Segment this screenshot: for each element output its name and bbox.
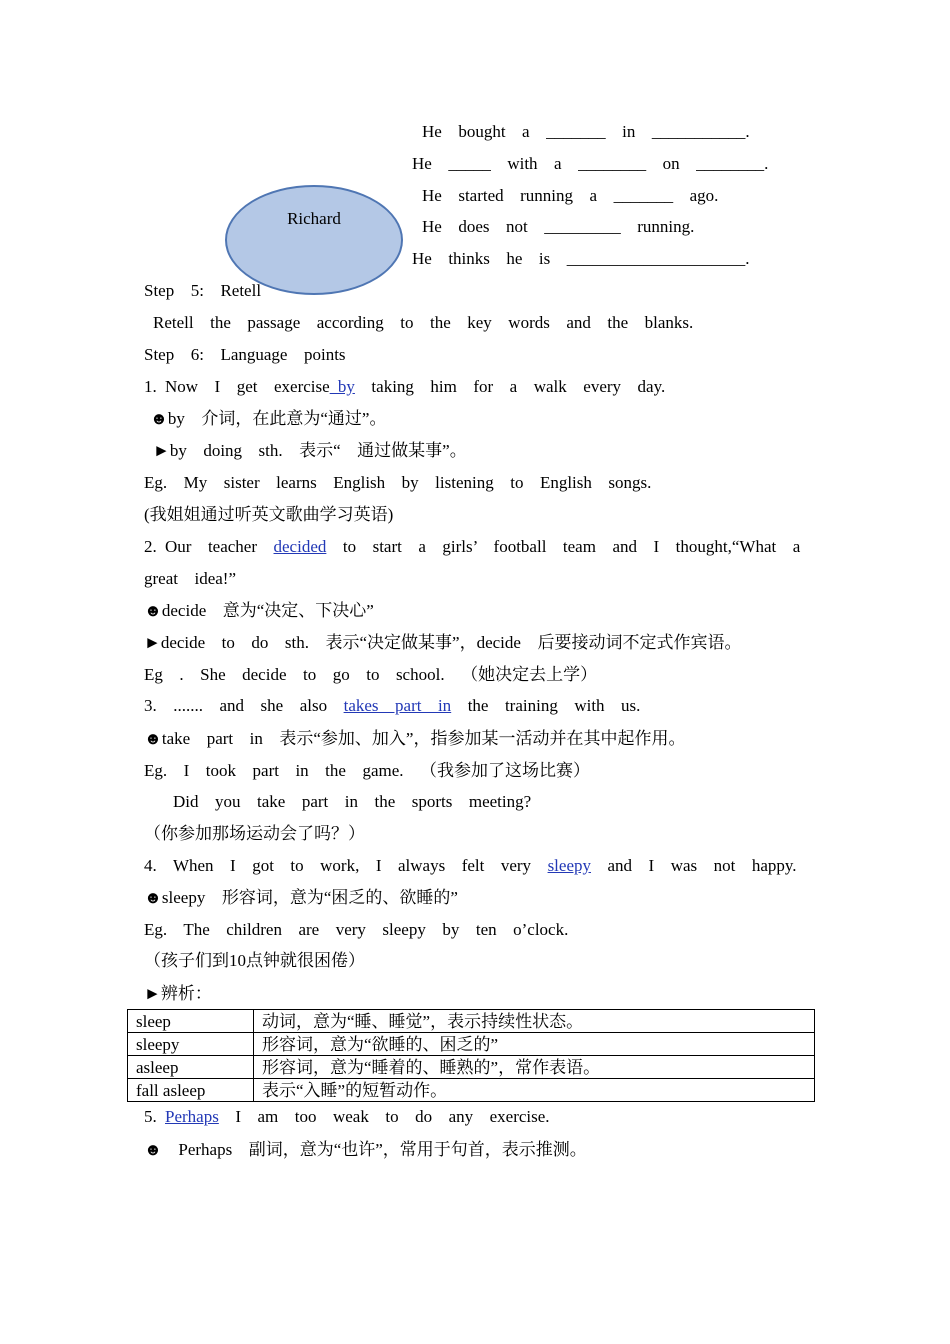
step6-heading: Step 6: Language points [144,345,346,364]
point2-note2: ►decide to do sth. 表示“决定做某事”，decide 后要接动词不定式作宾语。 [144,633,742,652]
point3-example2-cn: （你参加那场运动会了吗？） [144,824,365,843]
table-cell-word: sleepy [128,1033,254,1056]
point3-pre: 3. ....... and she also [144,696,344,715]
point1-keyword-link[interactable]: by [329,377,355,396]
compare-table [127,1009,815,1102]
point3-example1: Eg. I took part in the game. （我参加了这场比赛） [144,761,591,780]
point5-sentence [144,1106,550,1128]
point1-post: taking him for a walk every day. [354,377,666,396]
point2-note1: ☻decide 意为“决定、下决心” [144,601,374,620]
table-cell-meaning: 表示“入睡”的短暂动作。 [254,1079,815,1102]
diagram-sentence-4: He does not _________ running. [422,217,695,236]
point4-post: and I was not happy. [591,856,797,875]
compare-label: ►辨析： [144,984,212,1003]
point5-keyword-link[interactable]: Perhaps [165,1107,219,1126]
point1-pre: 1. Now I get exercise [144,377,330,396]
point5-pre: 5. [144,1107,165,1126]
point2-pre: 2. Our teacher [144,537,274,556]
diagram-sentence-2: He _____ with a ________ on ________. [412,154,769,173]
richard-ellipse [225,185,403,295]
table-cell-meaning: 形容词，意为“欲睡的、困乏的” [254,1033,815,1056]
point3-sentence [144,695,640,717]
point3-example2: Did you take part in the sports meeting? [173,792,532,811]
point5-note1: ☻ Perhaps 副词，意为“也许”，常用于句首，表示推测。 [144,1140,587,1159]
point1-note1: ☻by 介词，在此意为“通过”。 [150,409,387,428]
point5-post: I am too weak to do any exercise. [218,1107,550,1126]
diagram-sentence-1: He bought a _______ in ___________. [422,122,750,141]
diagram-sentence-5: He thinks he is _____________________. [412,249,750,268]
point1-sentence [144,376,665,398]
point3-note1: ☻take part in 表示“参加、加入”，指参加某一活动并在其中起作用。 [144,729,686,748]
point2-keyword-link[interactable]: decided [273,537,327,556]
table-row [128,1079,815,1102]
table-row [128,1056,815,1079]
point4-sentence [144,855,797,877]
point4-example: Eg. The children are very sleepy by ten o’clock. [144,920,569,939]
point4-pre: 4. When I got to work, I always felt very [144,856,548,875]
point2-post: to start a girls’ football team and I thought,“What a [326,537,801,556]
point3-post: the training with us. [451,696,641,715]
step5-heading: Step 5: Retell [144,281,262,300]
table-cell-word: fall asleep [128,1079,254,1102]
point2-example: Eg . She decide to go to school. （她决定去上学） [144,665,598,684]
step5-instruction: Retell the passage according to the key words and the blanks. [153,313,694,332]
point2-sentence [144,536,800,558]
point3-keyword-link[interactable]: takes part in [343,696,452,715]
point4-keyword-link[interactable]: sleepy [547,856,591,875]
point4-note1: ☻sleepy 形容词，意为“困乏的、欲睡的” [144,888,458,907]
table-cell-meaning: 形容词，意为“睡着的、睡熟的”，常作表语。 [254,1056,815,1079]
table-cell-word: sleep [128,1010,254,1033]
table-row [128,1010,815,1033]
table-row [128,1033,815,1056]
point1-note2: ►by doing sth. 表示“ 通过做某事”。 [153,441,467,460]
richard-label: Richard [287,209,341,228]
point2-sentence-cont: great idea!” [144,569,236,588]
point1-example-cn: (我姐姐通过听英文歌曲学习英语) [144,505,394,524]
table-cell-meaning: 动词，意为“睡、睡觉”，表示持续性状态。 [254,1010,815,1033]
diagram-sentence-3: He started running a _______ ago. [422,186,719,205]
table-cell-word: asleep [128,1056,254,1079]
point4-example-cn: （孩子们到10点钟就很困倦） [144,951,365,970]
point1-example: Eg. My sister learns English by listening to English songs. [144,473,652,492]
